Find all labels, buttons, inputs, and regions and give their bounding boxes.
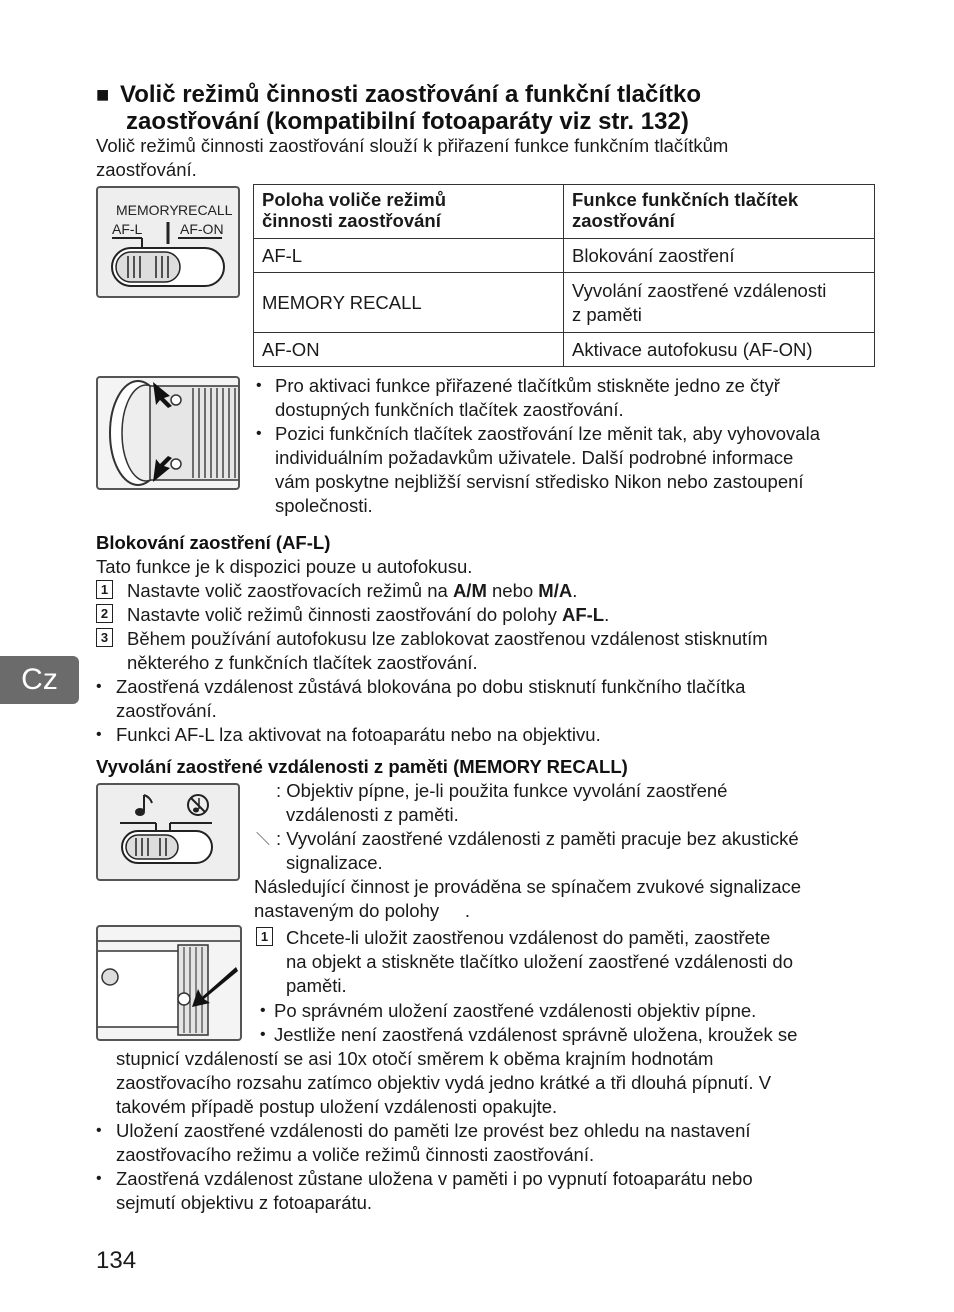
table-cell-function: [564, 273, 875, 333]
table-cell-position: MEMORY RECALL: [254, 273, 564, 333]
bullet-top-2-line4: společnosti.: [275, 495, 373, 516]
lens-focus-buttons-illustration: [96, 376, 240, 490]
function-line2: z paměti: [572, 303, 642, 325]
fig-label-afl: AF-L: [112, 221, 143, 237]
header-col1-line2: činnosti zaostřování: [262, 210, 441, 231]
afl-step-3-line1: Během používání autofokusu lze zablokovat zaostřenou vzdálenost stisknutím: [127, 628, 768, 649]
table-header-function: [564, 185, 875, 239]
bullet-icon: •: [96, 678, 102, 695]
mr-desc2-line2: signalizace.: [286, 852, 383, 873]
header-col1-line1: Poloha voliče režimů: [262, 189, 447, 210]
step-number-2: 2: [96, 604, 113, 623]
header-col2-line1: Funkce funkčních tlačítek: [572, 189, 799, 210]
beep-off-symbol-icon: ＼: [256, 831, 270, 847]
mr-bullet-1: Po správném uložení zaostřené vzdálenosti objektiv pípne.: [274, 1000, 757, 1021]
bullet-icon: •: [96, 1170, 102, 1187]
bullet-icon: •: [96, 726, 102, 743]
page-number: 134: [96, 1247, 137, 1274]
intro-line-2: zaostřování.: [96, 159, 197, 180]
memory-set-button-illustration: [96, 925, 242, 1041]
mr-end-bullet-2-line1: Zaostřená vzdálenost zůstane uložena v paměti i po vypnutí fotoaparátu nebo: [116, 1168, 753, 1189]
mr-step1-line2: na objekt a stiskněte tlačítko uložení zaostřené vzdálenosti do: [286, 951, 793, 972]
mr-desc1-line1: : Objektiv pípne, je-li použita funkce vyvolání zaostřené: [276, 780, 728, 801]
mr-bullet-2-line4: takovém případě postup uložení vzdálenosti opakujte.: [116, 1096, 558, 1117]
afl-step-3-line2: některého z funkčních tlačítek zaostřování.: [127, 652, 478, 673]
heading-line-2: zaostřování (kompatibilní fotoaparáty viz str. 132): [126, 108, 689, 135]
mr-desc2-line1: : Vyvolání zaostřené vzdálenosti z paměti pracuje bez akustické: [276, 828, 799, 849]
mr-note-line1: Následující činnost je prováděna se spínačem zvukové signalizace: [254, 876, 802, 897]
table-row: [254, 239, 875, 273]
table-row: [254, 333, 875, 367]
mr-end-bullet-2-line2: sejmutí objektivu z fotoaparátu.: [116, 1192, 373, 1213]
table-cell-position: AF-L: [254, 239, 564, 273]
mr-section-title: Vyvolání zaostřené vzdálenosti z paměti (MEMORY RECALL): [96, 756, 628, 777]
step-number-3: 3: [96, 628, 113, 647]
language-tab: Cz: [0, 656, 79, 704]
mr-step1-line3: paměti.: [286, 975, 347, 996]
mr-bullet-2-line1: Jestliže není zaostřená vzdálenost správně uložena, kroužek se: [274, 1024, 798, 1045]
bullet-top-2-line2: individuálním požadavkům uživatele. Další podrobné informace: [275, 447, 794, 468]
bullet-icon: •: [256, 377, 262, 394]
step-number-1: 1: [96, 580, 113, 599]
table-header-position: [254, 185, 564, 239]
function-table: [253, 184, 875, 367]
bullet-icon: •: [260, 1002, 266, 1019]
mr-end-bullet-1-line1: Uložení zaostřené vzdálenosti do paměti lze provést bez ohledu na nastavení: [116, 1120, 751, 1141]
fig-label-memory: MEMORY: [116, 202, 179, 218]
mr-desc1-line2: vzdálenosti z paměti.: [286, 804, 459, 825]
table-cell-position: AF-ON: [254, 333, 564, 367]
afl-step-2: Nastavte volič režimů činnosti zaostřování do polohy AF-L.: [127, 604, 610, 625]
section-heading: [96, 80, 701, 109]
mr-bullet-2-line3: zaostřovacího rozsahu zatímco objektiv vydá jedno krátké a tři dlouhá pípnutí. V: [116, 1072, 772, 1093]
mr-step1-line1: Chcete-li uložit zaostřenou vzdálenost do paměti, zaostřete: [286, 927, 771, 948]
afl-bullet-1-line2: zaostřování.: [116, 700, 217, 721]
bullet-top-2-line1: Pozici funkčních tlačítek zaostřování lze měnit tak, aby vyhovovala: [275, 423, 820, 444]
afl-section-title: Blokování zaostření (AF-L): [96, 532, 331, 553]
beep-off-icon: [188, 795, 208, 815]
table-cell-function: Blokování zaostření: [564, 239, 875, 273]
header-col2-line2: zaostřování: [572, 210, 675, 231]
bullet-icon: •: [256, 425, 262, 442]
intro-line-1: Volič režimů činnosti zaostřování slouží k přiřazení funkce funkčním tlačítkům: [96, 135, 729, 156]
bullet-top-1-line1: Pro aktivaci funkce přiřazené tlačítkům stiskněte jedno ze čtyř: [275, 375, 780, 396]
focus-mode-selector-illustration: [96, 186, 240, 298]
fig-label-recall: RECALL: [178, 202, 233, 218]
mr-bullet-2-line2: stupnicí vzdáleností se asi 10x otočí směrem k oběma krajním hodnotám: [116, 1048, 714, 1069]
table-header-row: [254, 185, 875, 239]
mr-end-bullet-1-line2: zaostřovacího režimu a voliče režimů činnosti zaostřování.: [116, 1144, 595, 1165]
bullet-top-2-line3: vám poskytne nejbližší servisní středisko Nikon nebo zastoupení: [275, 471, 804, 492]
beep-on-icon: [135, 795, 152, 816]
afl-step-1: Nastavte volič zaostřovacích režimů na A/M nebo M/A.: [127, 580, 578, 601]
bullet-top-1-line2: dostupných funkčních tlačítek zaostřování.: [275, 399, 624, 420]
function-line1: Vyvolání zaostřené vzdálenosti: [572, 279, 827, 301]
afl-bullet-1-line1: Zaostřená vzdálenost zůstává blokována po dobu stisknutí funkčního tlačítka: [116, 676, 746, 697]
table-row: [254, 273, 875, 333]
bullet-icon: •: [260, 1026, 266, 1043]
bullet-icon: •: [96, 1122, 102, 1139]
heading-line-1: Volič režimů činnosti zaostřování a funkční tlačítko: [119, 81, 701, 108]
afl-intro: Tato funkce je k dispozici pouze u autofokusu.: [96, 556, 473, 577]
mr-note-line2: nastaveným do polohy .: [254, 900, 470, 921]
beep-switch-illustration: [96, 783, 240, 881]
table-cell-function: Aktivace autofokusu (AF-ON): [564, 333, 875, 367]
fig-label-afon: AF-ON: [180, 221, 224, 237]
square-marker-icon: ■: [96, 82, 110, 107]
afl-bullet-2: Funkci AF-L lza aktivovat na fotoaparátu nebo na objektivu.: [116, 724, 601, 745]
mr-step-number-1: 1: [256, 927, 273, 946]
